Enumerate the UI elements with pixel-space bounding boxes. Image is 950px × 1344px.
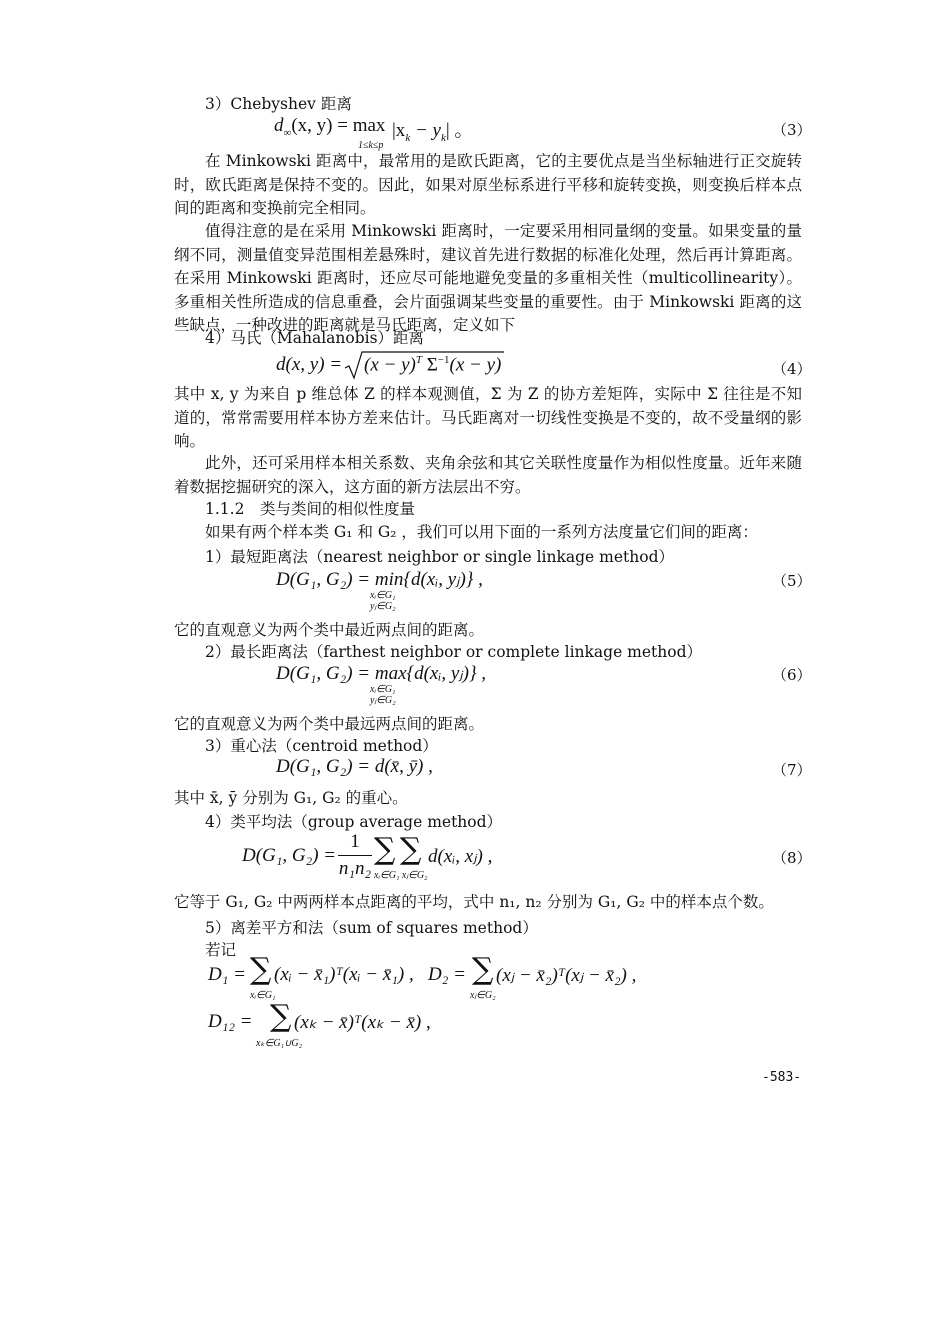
eq5-under-1: xᵢ∈G₁ <box>370 590 396 601</box>
eq7-lhs: D(G₁, G₂) = d(x̄, ȳ) , <box>276 756 433 777</box>
method-3-title: 3）重心法（centroid method） <box>205 737 438 755</box>
eq3-tail: | 。 <box>445 120 474 141</box>
eq8-number: （8） <box>772 849 812 867</box>
eq-d1-body: (xᵢ − x̄₁)ᵀ(xᵢ − x̄₁) , <box>274 964 414 985</box>
eq4-lhs: d(x, y) = <box>276 354 343 375</box>
eq-d1-sum: ∑ <box>250 952 272 987</box>
page-number: -583- <box>762 1070 802 1085</box>
eq8-lhs: D(G₁, G₂) = <box>242 845 337 866</box>
eq-d2-under: xⱼ∈G₂ <box>470 990 496 1001</box>
eq-d12-sum: ∑ <box>270 999 292 1034</box>
eq8-fraction-bar <box>338 855 372 856</box>
method-5-title: 5）离差平方和法（sum of squares method） <box>205 919 538 937</box>
eq4-number: （4） <box>772 360 812 378</box>
eq4-tail: (x − y) <box>449 354 502 376</box>
eq3-rhs2: − y <box>410 120 441 141</box>
method-3-description: 其中 x̄, ȳ 分别为 G₁, G₂ 的重心。 <box>174 789 408 807</box>
eq8-under: xᵢ∈G₁ xⱼ∈G₂ <box>374 870 428 881</box>
eq8-denominator: n₁n₂ <box>338 858 372 879</box>
method-1-description: 它的直观意义为两个类中最近两点间的距离。 <box>174 621 485 639</box>
paragraph-3: 其中 x, y 为来自 p 维总体 Z 的样本观测值，Σ 为 Z 的协方差矩阵，实际中 Σ 往往是不知道的，常常需要用样本协方差来估计。马氏距离对一切线性变换是不变的，故不受量纲的影响。 <box>174 385 802 450</box>
eq3-rhs: |x <box>392 120 406 141</box>
eq-d2-sum: ∑ <box>472 952 494 987</box>
paragraph-2: 值得注意的是在采用 Minkowski 距离时，一定要采用相同量纲的变量。如果变量的量纲不同，测量值变异范围相差悬殊时，建议首先进行数据的标准化处理，然后再计算距离。在采用 Minkowski 距离时，还应尽可能地避免变量的多重相关性（multicollinearity）。多重相关性所造成的信息重叠，会片面强调某些变量的重要性。由于 Minkowski 距离的这些缺点，一种改进的距离就是马氏距离，定义如下 <box>174 222 802 334</box>
section-1-1-2: 1.1.2 类与类间的相似性度量 <box>205 500 415 518</box>
eq3-rhs-sub: k <box>405 131 411 144</box>
eq-d1-label: D₁ = <box>208 964 246 985</box>
method-4-description: 它等于 G₁, G₂ 中两两样本点距离的平均，式中 n₁, n₂ 分别为 G₁, G₂ 中的样本点个数。 <box>174 893 774 911</box>
eq4-sigma: Σ <box>421 354 438 376</box>
eq8-sum-2: ∑ <box>400 832 422 867</box>
paragraph-4: 此外，还可采用样本相关系数、夹角余弦和其它关联性度量作为相似性度量。近年来随着数据挖掘研究的深入，这方面的新方法层出不穷。 <box>174 454 802 496</box>
eq5-under-2: yⱼ∈G₂ <box>370 601 396 612</box>
eq-d12-label: D₁₂ = <box>208 1011 253 1032</box>
eq3-lhs: d <box>274 115 284 136</box>
eq6-lhs: D(G₁, G₂) = max{d(xᵢ, yⱼ)} , <box>276 663 487 684</box>
method-4-title: 4）类平均法（group average method） <box>205 813 503 831</box>
eq-d12-under: xₖ∈G₁∪G₂ <box>256 1038 303 1049</box>
eq-d2-label: D₂ = <box>428 964 466 985</box>
eq6-number: （6） <box>772 666 812 684</box>
paragraph-5: 如果有两个样本类 G₁ 和 G₂ ，我们可以用下面的一系列方法度量它们间的距离： <box>205 523 758 541</box>
eq3-under: 1≤k≤p <box>358 140 384 151</box>
eq3-rhs2-sub: k <box>440 131 446 144</box>
eq-d2-body: (xⱼ − x̄₂)ᵀ(xⱼ − x̄₂) , <box>496 965 637 986</box>
eq8-tail: d(xᵢ, xⱼ) , <box>428 846 493 867</box>
method-1-title: 1）最短距离法（nearest neighbor or single linkage method） <box>205 548 674 566</box>
section-mahalanobis: 4）马氏（Mahalanobis）距离 <box>205 329 425 347</box>
eq-d12-body: (xₖ − x̄)ᵀ(xₖ − x̄) , <box>294 1012 431 1033</box>
eq4-sup-inv: −1 <box>437 354 450 366</box>
eq3-args: (x, y) = max <box>291 115 386 136</box>
paragraph-1: 在 Minkowski 距离中，最常用的是欧氏距离，它的主要优点是当坐标轴进行正交旋转时，欧氏距离是保持不变的。因此，如果对原坐标系进行平移和旋转变换，则变换后样本点间的距离和变换前完全相同。 <box>174 152 802 217</box>
eq4-radicand: (x − y) <box>364 354 416 376</box>
eq8-sum-1: ∑ <box>374 832 396 867</box>
eq6-under-1: xᵢ∈G₁ <box>370 684 396 695</box>
eq7-number: （7） <box>772 761 812 779</box>
eq-d1-under: xᵢ∈G₁ <box>250 990 276 1001</box>
section-chebyshev: 3）Chebyshev 距离 <box>205 95 352 113</box>
method-5-intro: 若记 <box>205 941 237 959</box>
eq4-sup-t: T <box>415 354 422 366</box>
eq5-number: （5） <box>772 572 812 590</box>
eq3-lhs-sub: ∞ <box>283 126 292 139</box>
eq3-number: （3） <box>772 121 812 139</box>
eq5-lhs: D(G₁, G₂) = min{d(xᵢ, yⱼ)} , <box>276 569 483 590</box>
method-2-title: 2）最长距离法（farthest neighbor or complete linkage method） <box>205 643 702 661</box>
method-2-description: 它的直观意义为两个类中最远两点间的距离。 <box>174 715 485 733</box>
eq6-under-2: yⱼ∈G₂ <box>370 695 396 706</box>
eq8-numerator: 1 <box>350 831 360 852</box>
